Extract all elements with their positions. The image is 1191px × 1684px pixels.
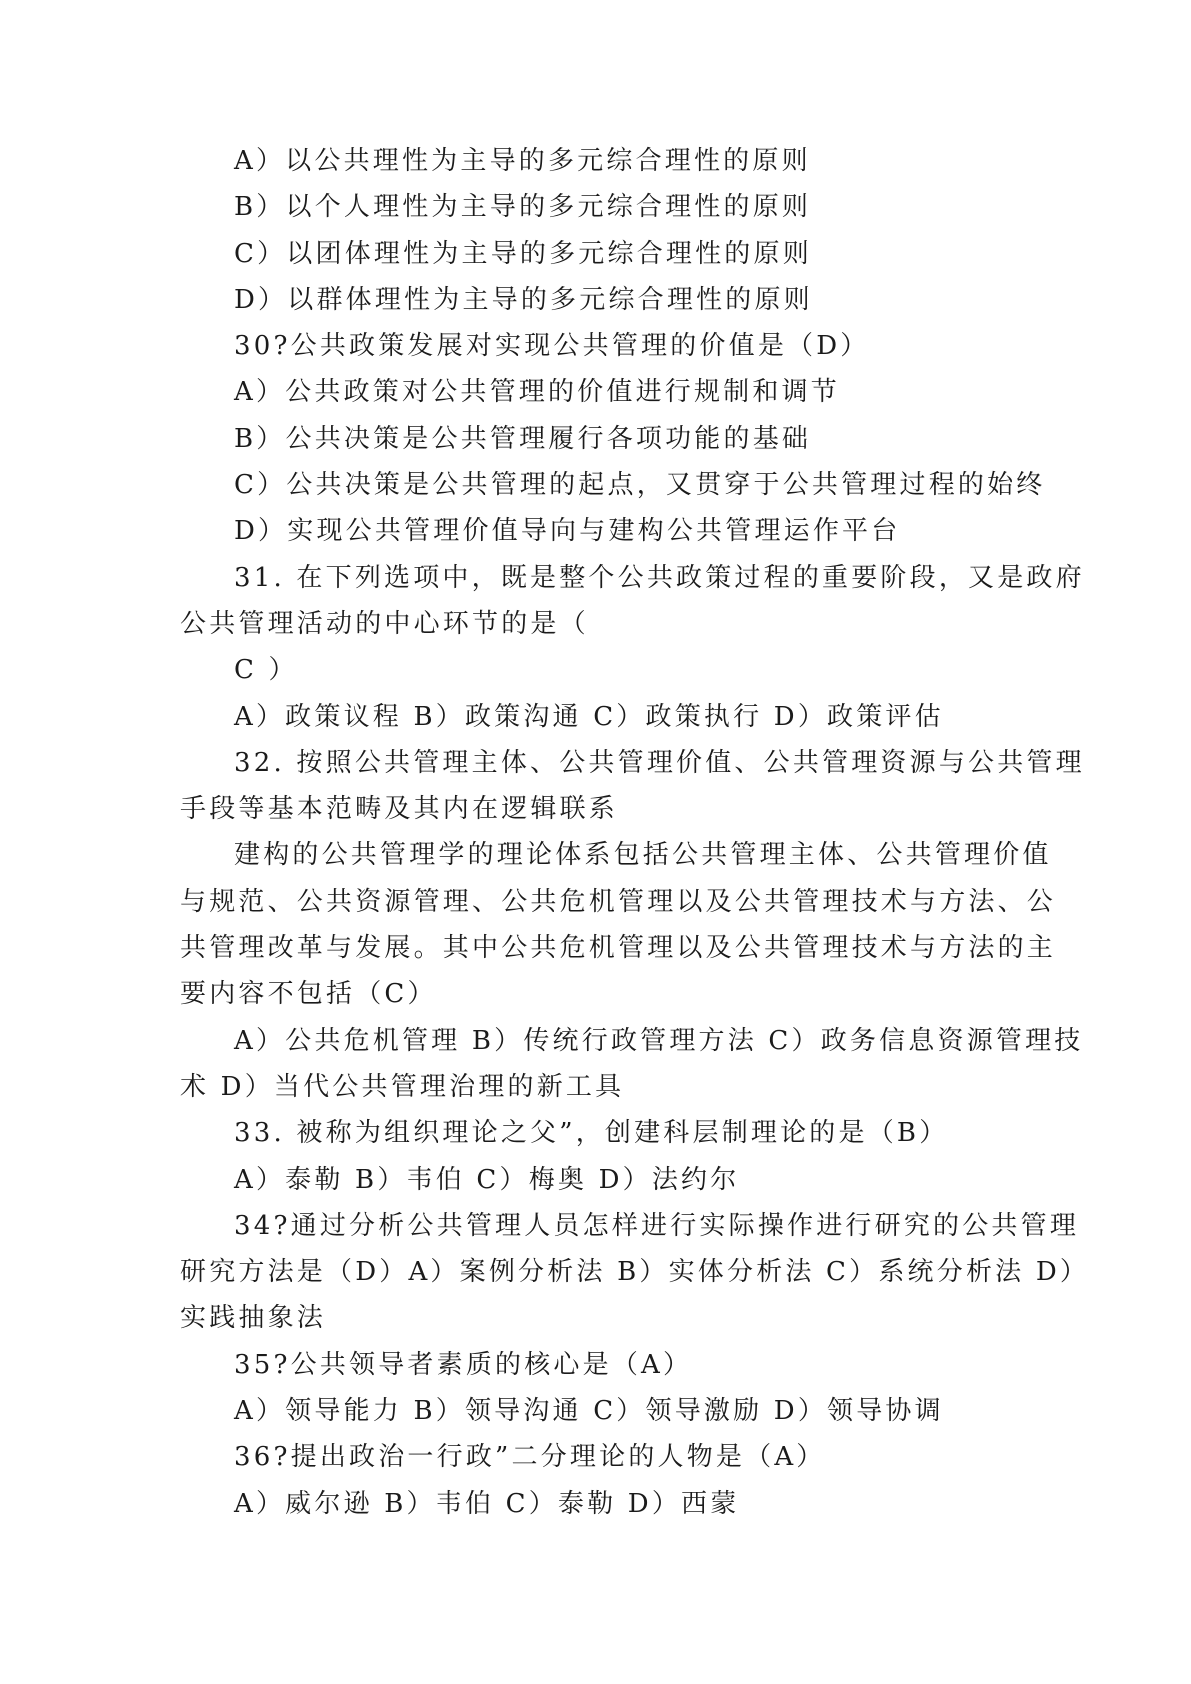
- option-line: C）公共决策是公共管理的起点，又贯穿于公共管理过程的始终: [234, 470, 1046, 501]
- question-line: 32. 按照公共管理主体、公共管理价值、公共管理资源与公共管理: [234, 747, 1085, 778]
- paragraph-line: 共管理改革与发展。其中公共危机管理以及公共管理技术与方法的主: [180, 933, 1057, 964]
- question-line: 31. 在下列选项中，既是整个公共政策过程的重要阶段，又是政府: [234, 562, 1085, 593]
- question-line: 公共管理活动的中心环节的是（: [180, 608, 589, 639]
- paragraph-line: 要内容不包括（C）: [180, 979, 437, 1010]
- option-line: A）政策议程 B）政策沟通 C）政策执行 D）政策评估: [234, 701, 944, 732]
- option-line: A）公共危机管理 B）传统行政管理方法 C）政务信息资源管理技: [234, 1025, 1084, 1056]
- option-line: A）威尔逊 B）韦伯 C）泰勒 D）西蒙: [234, 1488, 740, 1519]
- question-line: 手段等基本范畴及其内在逻辑联系: [180, 794, 619, 825]
- question-line: 36?提出政治一行政”二分理论的人物是（A）: [234, 1442, 826, 1473]
- question-line: 33. 被称为组织理论之父”，创建科层制理论的是（B）: [234, 1118, 949, 1149]
- document-body: [180, 138, 1090, 1527]
- option-line: C）以团体理性为主导的多元综合理性的原则: [234, 238, 812, 269]
- question-line: 30?公共政策发展对实现公共管理的价值是（D）: [234, 331, 870, 362]
- option-line: A）以公共理性为主导的多元综合理性的原则: [234, 146, 811, 176]
- option-line: D）以群体理性为主导的多元综合理性的原则: [234, 284, 813, 315]
- question-line: 研究方法是（D）A）案例分析法 B）实体分析法 C）系统分析法 D）: [180, 1257, 1090, 1288]
- answer-line: C ）: [234, 655, 298, 686]
- paragraph-line: 建构的公共管理学的理论体系包括公共管理主体、公共管理价值: [234, 840, 1052, 871]
- option-line: B）公共决策是公共管理履行各项功能的基础: [234, 423, 812, 454]
- option-line: A）泰勒 B）韦伯 C）梅奥 D）法约尔: [234, 1164, 740, 1195]
- paragraph-line: 与规范、公共资源管理、公共危机管理以及公共管理技术与方法、公: [180, 886, 1057, 917]
- option-line: D）实现公共管理价值导向与建构公共管理运作平台: [234, 516, 901, 547]
- option-line: A）公共政策对公共管理的价值进行规制和调节: [234, 377, 840, 408]
- option-line: 术 D）当代公共管理治理的新工具: [180, 1071, 625, 1102]
- question-line: 35?公共领导者素质的核心是（A）: [234, 1349, 693, 1380]
- question-line: 实践抽象法: [180, 1303, 327, 1334]
- option-line: A）领导能力 B）领导沟通 C）领导激励 D）领导协调: [234, 1396, 944, 1427]
- option-line: B）以个人理性为主导的多元综合理性的原则: [234, 192, 812, 223]
- question-line: 34?通过分析公共管理人员怎样进行实际操作进行研究的公共管理: [234, 1210, 1080, 1241]
